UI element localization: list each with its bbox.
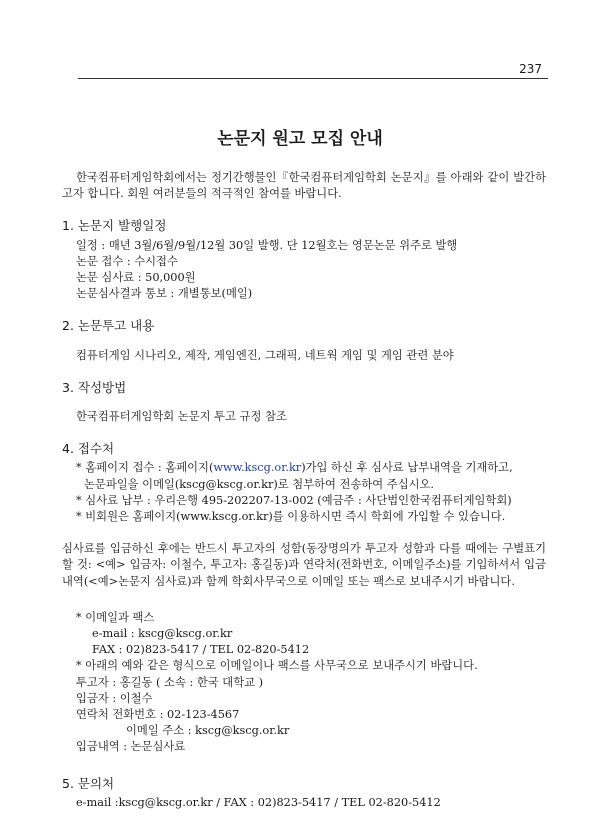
example-note: * 아래의 예와 같은 형식으로 이메일이나 팩스를 사무국으로 보내주시기 바랍니다. xyxy=(76,659,478,673)
section-heading: 1. 논문지 발행일정 xyxy=(62,218,167,234)
result-line: 논문심사결과 통보 : 개별통보(메일) xyxy=(76,287,253,301)
contact-email: e-mail : kscg@kscg.or.kr xyxy=(92,627,233,641)
homepage-link[interactable]: www.kscg.or.kr xyxy=(213,461,302,475)
homepage-submission xyxy=(62,460,546,476)
homepage-text-pre: * 홈페이지 접수 : 홈페이지( xyxy=(76,461,214,475)
format-line: 한국컴퓨터게임학회 논문지 투고 규정 참조 xyxy=(76,410,287,424)
intro-paragraph: 한국컴퓨터게임학회에서는 정기간행물인『한국컴퓨터게임학회 논문지』를 아래와 같이 발간하고자 합니다. 회원 여러분들의 적극적인 참여를 바랍니다. xyxy=(62,171,546,201)
example-payer: 입금자 : 이철수 xyxy=(76,691,153,705)
inquiry-line: e-mail :kscg@kscg.or.kr / FAX : 02)823-5417 / TEL 02-820-5412 xyxy=(76,795,441,809)
fee-payment: * 심사료 납부 : 우리은행 495-202207-13-002 (예금주 : 사단법인한국컴퓨터게임학회) xyxy=(76,493,512,507)
fee-line: 논문 심사료 : 50,000원 xyxy=(76,271,196,285)
contact-heading: * 이메일과 팩스 xyxy=(76,610,155,624)
schedule-line: 일정 : 매년 3월/6월/9월/12월 30일 발행. 단 12월호는 영문논문 위주로 발행 xyxy=(76,238,458,252)
example-contact-phone: 연락처 전화번호 : 02-123-4567 xyxy=(76,708,240,722)
contact-fax: FAX : 02)823-5417 / TEL 02-820-5412 xyxy=(92,643,310,657)
section-inquiry xyxy=(62,776,546,811)
topics-line: 컴퓨터게임 시나리오, 제작, 게임엔진, 그래픽, 네트웍 게임 및 게임 관련 분야 xyxy=(76,348,454,362)
section-heading: 3. 작성방법 xyxy=(62,379,127,395)
document-body xyxy=(62,170,546,811)
section-heading: 5. 문의처 xyxy=(62,775,115,791)
header-rule xyxy=(78,78,548,79)
section-heading: 4. 접수처 xyxy=(62,441,115,457)
page-title: 논문지 원고 모집 안내 xyxy=(217,129,383,149)
section-topics xyxy=(62,318,546,363)
section-schedule xyxy=(62,218,546,302)
homepage-text-post: )가입 하신 후 심사료 납부내역을 기재하고, xyxy=(301,461,513,475)
section-submission xyxy=(62,441,546,755)
section-format xyxy=(62,380,546,425)
section-heading: 2. 논문투고 내용 xyxy=(62,318,155,334)
example-contact-email: 이메일 주소 : kscg@kscg.or.kr xyxy=(126,724,290,738)
page-number: 237 xyxy=(519,62,542,76)
example-detail: 입금내역 : 논문심사료 xyxy=(76,740,186,754)
homepage-submission-cont: 논문파일을 이메일(kscg@kscg.or.kr)로 첨부하여 전송하여 주십시오. xyxy=(84,477,435,491)
submission-line: 논문 접수 : 수시접수 xyxy=(76,254,178,268)
example-author: 투고자 : 홍길동 ( 소속 : 한국 대학교 ) xyxy=(76,675,264,689)
payment-notice: 심사료를 입금하신 후에는 반드시 투고자의 성함(동장명의가 투고자 성함과 다를 때에는 구별표기할 것: <예> 입금자: 이철수, 투고자: 홍길동)과 연락처(전화번호, 이메일주소)를 기입하셔서 입금내역(<예>논문지 심사료)과 함께 학회사무국으로 이메일 또는 팩스로 보내주시기 바랍니다. xyxy=(62,542,546,588)
non-member-note: * 비회원은 홈페이지(www.kscg.or.kr)를 이용하시면 즉시 학회에 가입할 수 있습니다. xyxy=(76,510,506,524)
